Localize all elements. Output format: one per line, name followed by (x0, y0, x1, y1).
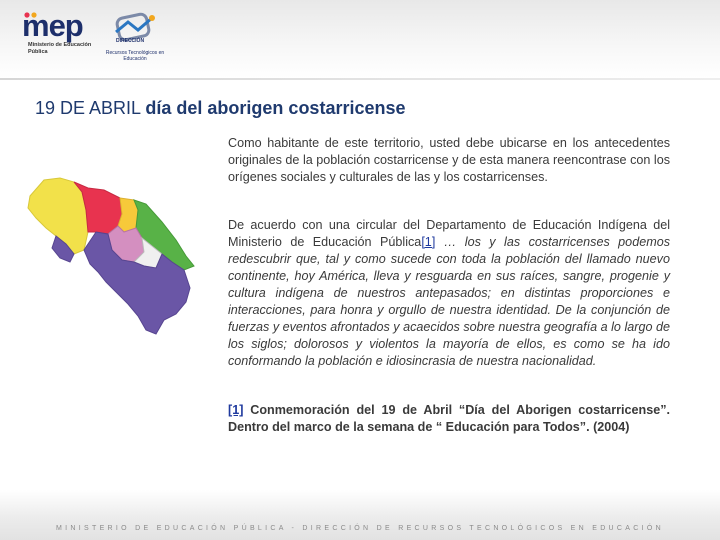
footnote (228, 402, 670, 436)
direccion-label: DIRECCIÓN (116, 38, 145, 44)
mep-logo-subtitle: Ministerio de Educación Pública (28, 42, 92, 55)
mep-logo-text: mep (22, 8, 83, 43)
footer-band (0, 490, 720, 540)
costa-rica-province-map (26, 170, 202, 342)
footnote-text: Conmemoración del 19 de Abril “Día del Aborigen costarricense”. Dentro del marco de la semana de “ Educación para Todos”. (2004) (228, 403, 670, 434)
footnote-anchor-link[interactable]: [1] (228, 403, 244, 417)
circular-intro: De acuerdo con una circular del Departamento de Educación Indígena del Ministerio de Educación Pública (228, 218, 670, 249)
direccion-logo (98, 10, 170, 70)
header-divider (0, 78, 720, 80)
mep-logo (22, 8, 94, 70)
page-title (35, 98, 675, 119)
footnote-reference-link[interactable]: [1] (421, 235, 436, 249)
circular-quote: … los y las costarricenses podemos redescubrir que, tal y como sucede con toda la población del llamado nuevo continente, hoy América, lleva y resguarda en sus raíces, sangre, progenie y cultura indígena de nuestros antepasados; en distintas proporciones e interacciones, para honra y orgullo de nuestra identidad. De la conjunción de fuerzas y eventos afrontados y acaecidos sobre nuestra geografía a lo largo de los siglos; dolorosos y violentos la mayoría de ellos, es como se ha ido conformando la población e idiosincrasia de nuestra nacionalidad. (228, 235, 670, 368)
title-date: 19 DE ABRIL (35, 98, 141, 118)
direccion-emblem-icon (98, 10, 170, 50)
footer-text: MINISTERIO DE EDUCACIÓN PÚBLICA - DIRECCIÓN DE RECURSOS TECNOLÓGICOS EN EDUCACIÓN (56, 525, 664, 532)
circular-paragraph (228, 217, 670, 370)
intro-paragraph: Como habitante de este territorio, usted debe ubicarse en los antecedentes originales de la población costarricense y de esta manera reencontrase con los orígenes sociales y culturales de las y los costarricenses. (228, 136, 670, 184)
title-topic: día del aborigen costarricense (145, 98, 406, 118)
direccion-subtitle: Recursos Tecnológicos en Educación (105, 50, 165, 62)
